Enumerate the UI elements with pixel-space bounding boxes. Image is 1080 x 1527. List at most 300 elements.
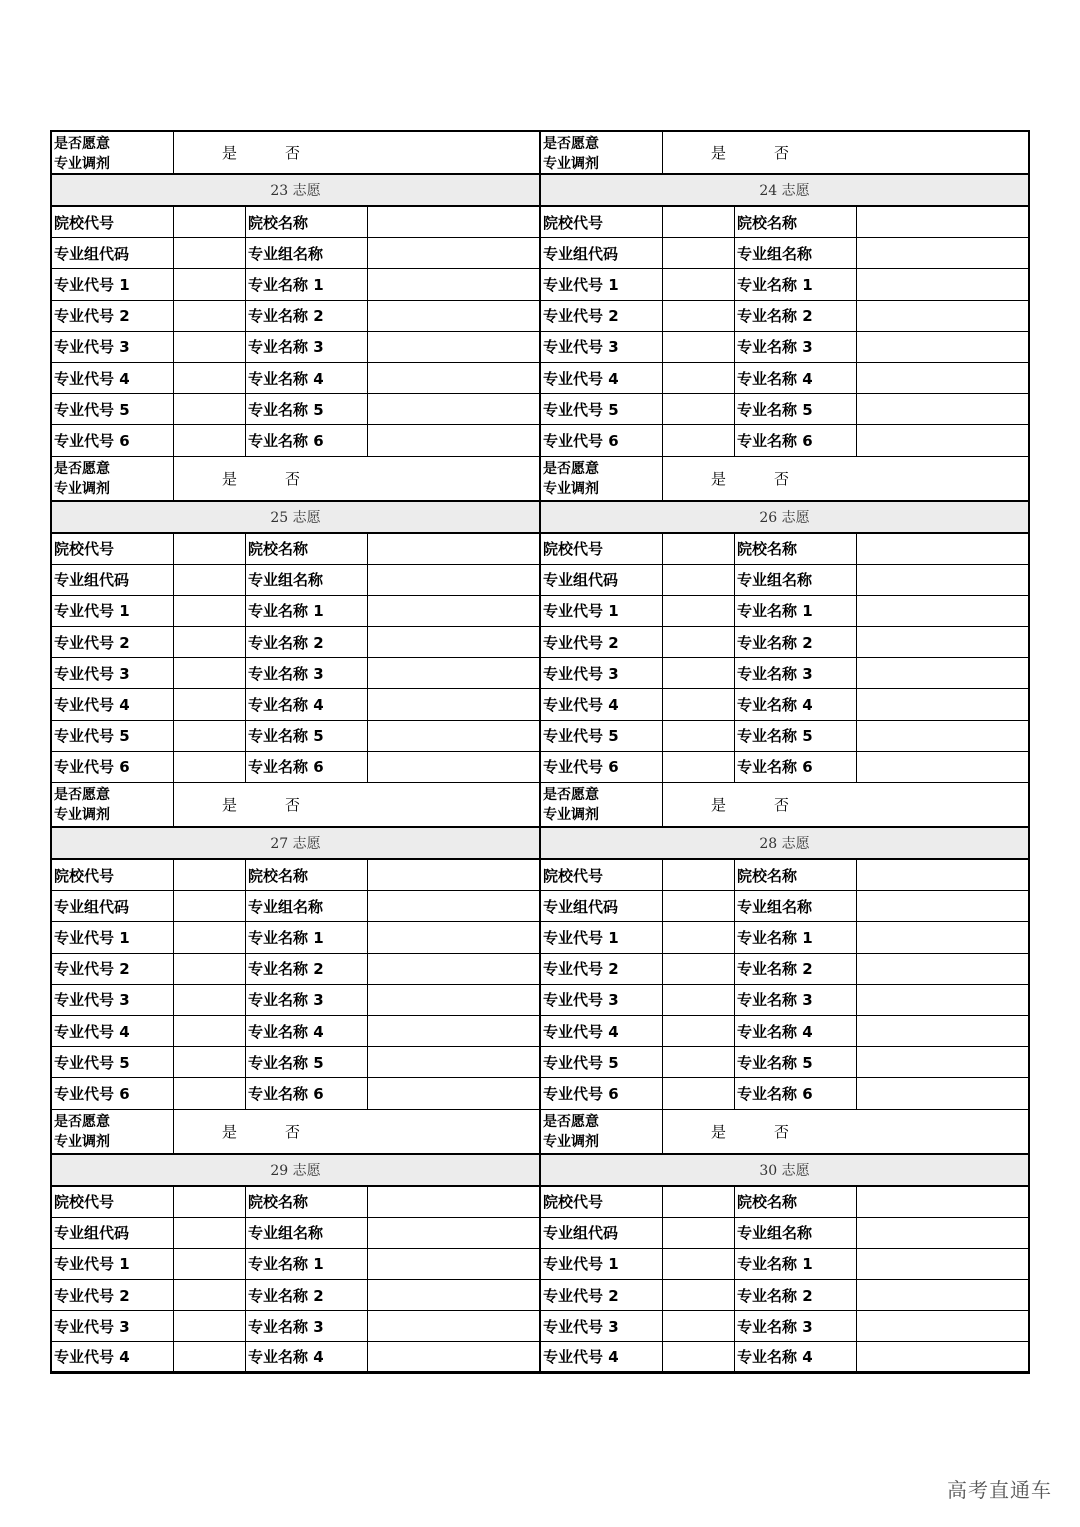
code-label: 专业组代码	[541, 565, 663, 595]
code-input-cell[interactable]	[663, 1218, 735, 1248]
form-row	[541, 534, 1030, 565]
code-input-cell[interactable]	[174, 1187, 246, 1217]
code-input-cell[interactable]	[174, 301, 246, 331]
adjustment-willing-label	[541, 132, 663, 173]
form-row	[541, 985, 1030, 1016]
willing-pair	[50, 130, 1030, 175]
code-input-cell[interactable]	[174, 238, 246, 268]
option-no[interactable]: 否	[774, 469, 790, 488]
name-input-cell[interactable]	[857, 721, 1028, 751]
adjustment-willing-row	[50, 783, 539, 828]
option-no[interactable]: 否	[774, 796, 790, 814]
option-yes[interactable]: 是	[222, 796, 238, 814]
form-row	[50, 1218, 539, 1249]
adjustment-options	[663, 132, 1028, 173]
option-no[interactable]: 否	[774, 144, 790, 162]
willing-label-line1: 是否愿意	[543, 460, 599, 477]
code-input-cell[interactable]	[174, 1016, 246, 1046]
option-no[interactable]: 否	[774, 1122, 790, 1141]
code-input-cell[interactable]	[663, 238, 735, 268]
name-input-cell[interactable]	[368, 891, 539, 921]
volunteer-block-pair	[50, 828, 1030, 1155]
willing-label-line2: 专业调剂	[54, 156, 110, 172]
adjustment-options	[663, 1110, 1028, 1153]
name-label: 专业组名称	[246, 565, 368, 595]
name-label: 专业名称 2	[246, 954, 368, 984]
code-input-cell[interactable]	[663, 1047, 735, 1077]
form-row	[541, 1016, 1030, 1047]
name-input-cell[interactable]	[857, 207, 1028, 237]
code-input-cell[interactable]	[663, 1078, 735, 1108]
volunteer-header: 25 志愿	[50, 502, 539, 534]
name-label: 专业名称 3	[735, 658, 857, 688]
name-input-cell[interactable]	[857, 1280, 1028, 1310]
volunteer-header: 24 志愿	[541, 175, 1030, 207]
name-input-cell[interactable]	[857, 269, 1028, 299]
adjustment-options	[663, 457, 1028, 500]
name-input-cell[interactable]	[368, 425, 539, 455]
form-row	[50, 238, 539, 269]
code-label: 专业代号 5	[541, 394, 663, 424]
willing-label-line2: 专业调剂	[54, 480, 110, 497]
code-input-cell[interactable]	[663, 689, 735, 719]
name-input-cell[interactable]	[857, 332, 1028, 362]
option-no[interactable]: 否	[285, 469, 301, 488]
name-input-cell[interactable]	[857, 1078, 1028, 1108]
form-row	[50, 985, 539, 1016]
code-input-cell[interactable]	[663, 985, 735, 1015]
willing-label-line2: 专业调剂	[543, 807, 599, 823]
name-label: 专业名称 3	[246, 332, 368, 362]
form-row	[541, 363, 1030, 394]
code-input-cell[interactable]	[174, 596, 246, 626]
name-label: 专业名称 6	[735, 425, 857, 455]
code-label: 专业组代码	[52, 891, 174, 921]
name-input-cell[interactable]	[368, 627, 539, 657]
code-input-cell[interactable]	[174, 985, 246, 1015]
form-row	[541, 269, 1030, 300]
willing-label-line1: 是否愿意	[543, 1113, 599, 1130]
form-row	[50, 860, 539, 891]
form-row	[50, 1047, 539, 1078]
willing-label-line1: 是否愿意	[54, 787, 110, 803]
code-input-cell[interactable]	[174, 658, 246, 688]
name-input-cell[interactable]	[857, 1218, 1028, 1248]
form-row	[541, 922, 1030, 953]
code-input-cell[interactable]	[663, 534, 735, 564]
name-input-cell[interactable]	[857, 860, 1028, 890]
name-input-cell[interactable]	[368, 658, 539, 688]
code-input-cell[interactable]	[663, 954, 735, 984]
form-row	[50, 596, 539, 627]
form-row	[541, 596, 1030, 627]
name-label: 专业名称 5	[735, 1047, 857, 1077]
form-row	[50, 565, 539, 596]
name-input-cell[interactable]	[368, 1249, 539, 1279]
volunteer-block-left	[50, 175, 541, 502]
name-label: 专业名称 1	[246, 596, 368, 626]
code-input-cell[interactable]	[174, 565, 246, 595]
adjustment-options	[174, 132, 539, 173]
name-label: 专业名称 4	[246, 363, 368, 393]
volunteer-block-pair	[50, 175, 1030, 502]
name-label: 专业名称 4	[246, 689, 368, 719]
name-input-cell[interactable]	[857, 1187, 1028, 1217]
name-label: 专业名称 6	[246, 752, 368, 782]
code-label: 专业代号 6	[541, 752, 663, 782]
name-label: 院校名称	[735, 534, 857, 564]
form-row	[50, 891, 539, 922]
code-input-cell[interactable]	[663, 1249, 735, 1279]
form-row	[50, 1249, 539, 1280]
name-label: 专业名称 2	[735, 1280, 857, 1310]
code-label: 专业代号 6	[52, 752, 174, 782]
code-input-cell[interactable]	[174, 425, 246, 455]
name-input-cell[interactable]	[857, 1016, 1028, 1046]
name-label: 专业名称 4	[246, 1342, 368, 1370]
code-input-cell[interactable]	[174, 689, 246, 719]
name-label: 专业组名称	[246, 1218, 368, 1248]
watermark: 高考直通车	[947, 1478, 1052, 1502]
name-label: 专业名称 1	[246, 1249, 368, 1279]
name-label: 专业名称 1	[735, 269, 857, 299]
name-input-cell[interactable]	[368, 1218, 539, 1248]
form-row	[50, 1342, 539, 1373]
adjustment-options	[663, 783, 1028, 826]
option-yes[interactable]: 是	[711, 144, 727, 162]
code-input-cell[interactable]	[663, 922, 735, 952]
willing-label-line1: 是否愿意	[54, 460, 110, 477]
code-label: 院校代号	[52, 860, 174, 890]
form-row	[541, 752, 1030, 783]
volunteer-header: 26 志愿	[541, 502, 1030, 534]
code-input-cell[interactable]	[663, 596, 735, 626]
option-yes[interactable]: 是	[711, 469, 727, 488]
code-input-cell[interactable]	[174, 954, 246, 984]
name-input-cell[interactable]	[368, 752, 539, 782]
code-input-cell[interactable]	[663, 425, 735, 455]
name-label: 专业名称 2	[735, 627, 857, 657]
code-label: 专业代号 2	[541, 954, 663, 984]
name-input-cell[interactable]	[368, 269, 539, 299]
name-input-cell[interactable]	[368, 1078, 539, 1108]
code-input-cell[interactable]	[663, 1311, 735, 1341]
code-input-cell[interactable]	[174, 860, 246, 890]
code-input-cell[interactable]	[174, 1280, 246, 1310]
form-row	[541, 207, 1030, 238]
name-input-cell[interactable]	[857, 301, 1028, 331]
form-row	[50, 922, 539, 953]
name-input-cell[interactable]	[857, 565, 1028, 595]
name-input-cell[interactable]	[368, 394, 539, 424]
option-yes[interactable]: 是	[222, 1122, 238, 1141]
name-input-cell[interactable]	[368, 1016, 539, 1046]
form-row	[50, 1016, 539, 1047]
volunteer-block-pair	[50, 1155, 1030, 1374]
name-input-cell[interactable]	[857, 689, 1028, 719]
code-input-cell[interactable]	[174, 1342, 246, 1370]
willing-label-line2: 专业调剂	[54, 807, 110, 823]
adjustment-willing-label	[52, 457, 174, 500]
name-input-cell[interactable]	[368, 985, 539, 1015]
code-input-cell[interactable]	[174, 1047, 246, 1077]
name-input-cell[interactable]	[857, 534, 1028, 564]
volunteer-form-sheet	[50, 130, 1030, 1374]
form-row	[541, 238, 1030, 269]
form-row	[50, 1280, 539, 1311]
code-input-cell[interactable]	[663, 658, 735, 688]
option-yes[interactable]: 是	[222, 144, 238, 162]
name-input-cell[interactable]	[368, 954, 539, 984]
form-row	[541, 301, 1030, 332]
form-row	[50, 363, 539, 394]
code-input-cell[interactable]	[663, 301, 735, 331]
name-label: 专业名称 4	[735, 1342, 857, 1370]
code-input-cell[interactable]	[174, 394, 246, 424]
adjustment-willing-label	[541, 1110, 663, 1153]
form-row	[50, 301, 539, 332]
volunteer-block-left	[50, 502, 541, 829]
code-input-cell[interactable]	[663, 860, 735, 890]
name-label: 专业名称 5	[246, 1047, 368, 1077]
name-input-cell[interactable]	[368, 922, 539, 952]
name-label: 专业名称 3	[735, 332, 857, 362]
name-label: 专业名称 3	[735, 985, 857, 1015]
name-input-cell[interactable]	[368, 332, 539, 362]
name-input-cell[interactable]	[368, 721, 539, 751]
code-input-cell[interactable]	[174, 1311, 246, 1341]
form-row	[50, 425, 539, 456]
volunteer-block-right	[541, 502, 1030, 829]
form-row	[541, 658, 1030, 689]
name-input-cell[interactable]	[857, 1342, 1028, 1370]
code-label: 院校代号	[52, 534, 174, 564]
code-input-cell[interactable]	[174, 363, 246, 393]
code-input-cell[interactable]	[663, 363, 735, 393]
option-no[interactable]: 否	[285, 1122, 301, 1141]
code-label: 专业代号 5	[52, 721, 174, 751]
name-label: 专业名称 1	[246, 922, 368, 952]
name-label: 专业组名称	[735, 891, 857, 921]
code-input-cell[interactable]	[174, 891, 246, 921]
name-input-cell[interactable]	[368, 596, 539, 626]
code-label: 专业代号 1	[52, 269, 174, 299]
name-input-cell[interactable]	[368, 860, 539, 890]
form-row	[541, 394, 1030, 425]
code-label: 专业代号 2	[541, 627, 663, 657]
name-label: 院校名称	[246, 1187, 368, 1217]
adjustment-willing-row	[50, 130, 539, 175]
code-input-cell[interactable]	[663, 721, 735, 751]
option-yes[interactable]: 是	[222, 469, 238, 488]
code-input-cell[interactable]	[174, 922, 246, 952]
code-input-cell[interactable]	[663, 1342, 735, 1370]
name-label: 专业名称 2	[735, 301, 857, 331]
code-label: 专业代号 5	[541, 721, 663, 751]
name-label: 专业名称 6	[246, 1078, 368, 1108]
name-label: 院校名称	[735, 1187, 857, 1217]
name-label: 院校名称	[246, 860, 368, 890]
form-row	[50, 721, 539, 752]
code-label: 专业代号 2	[541, 301, 663, 331]
code-input-cell[interactable]	[663, 1280, 735, 1310]
code-input-cell[interactable]	[174, 752, 246, 782]
name-input-cell[interactable]	[857, 752, 1028, 782]
code-label: 专业代号 3	[52, 332, 174, 362]
code-input-cell[interactable]	[174, 721, 246, 751]
code-label: 专业代号 1	[541, 922, 663, 952]
adjustment-options	[174, 783, 539, 826]
name-input-cell[interactable]	[857, 954, 1028, 984]
code-label: 专业代号 6	[52, 1078, 174, 1108]
code-label: 专业代号 2	[52, 627, 174, 657]
name-label: 专业名称 2	[246, 627, 368, 657]
name-label: 专业名称 1	[735, 922, 857, 952]
name-input-cell[interactable]	[368, 1187, 539, 1217]
code-input-cell[interactable]	[174, 627, 246, 657]
code-label: 专业代号 3	[541, 332, 663, 362]
name-input-cell[interactable]	[857, 363, 1028, 393]
name-input-cell[interactable]	[368, 534, 539, 564]
name-label: 专业名称 5	[735, 394, 857, 424]
name-input-cell[interactable]	[368, 238, 539, 268]
form-row	[50, 1187, 539, 1218]
name-label: 专业名称 6	[735, 1078, 857, 1108]
adjustment-willing-row	[541, 457, 1030, 502]
name-label: 专业名称 4	[246, 1016, 368, 1046]
code-input-cell[interactable]	[663, 207, 735, 237]
code-label: 专业代号 4	[541, 1016, 663, 1046]
name-input-cell[interactable]	[857, 658, 1028, 688]
volunteer-block-left	[50, 828, 541, 1155]
code-input-cell[interactable]	[174, 207, 246, 237]
form-row	[50, 207, 539, 238]
adjustment-willing-row	[541, 1110, 1030, 1155]
form-row	[50, 1311, 539, 1342]
form-row	[541, 1280, 1030, 1311]
code-input-cell[interactable]	[174, 332, 246, 362]
code-label: 专业代号 6	[541, 425, 663, 455]
name-input-cell[interactable]	[368, 1311, 539, 1341]
code-input-cell[interactable]	[663, 1187, 735, 1217]
code-label: 专业代号 1	[52, 596, 174, 626]
name-input-cell[interactable]	[857, 627, 1028, 657]
name-input-cell[interactable]	[857, 596, 1028, 626]
name-input-cell[interactable]	[368, 207, 539, 237]
code-input-cell[interactable]	[663, 269, 735, 299]
volunteer-block-left	[50, 1155, 541, 1374]
name-input-cell[interactable]	[368, 1342, 539, 1370]
code-label: 专业代号 2	[52, 1280, 174, 1310]
form-row	[541, 1311, 1030, 1342]
code-input-cell[interactable]	[174, 1218, 246, 1248]
adjustment-willing-label	[541, 457, 663, 500]
name-input-cell[interactable]	[857, 1311, 1028, 1341]
name-label: 院校名称	[735, 860, 857, 890]
code-input-cell[interactable]	[174, 1078, 246, 1108]
code-label: 专业代号 4	[541, 689, 663, 719]
name-input-cell[interactable]	[368, 689, 539, 719]
code-input-cell[interactable]	[663, 627, 735, 657]
form-row	[50, 332, 539, 363]
name-label: 专业名称 3	[735, 1311, 857, 1341]
name-input-cell[interactable]	[857, 1047, 1028, 1077]
code-label: 院校代号	[52, 1187, 174, 1217]
code-label: 专业组代码	[541, 1218, 663, 1248]
form-row	[541, 954, 1030, 985]
code-label: 专业代号 4	[541, 1342, 663, 1370]
name-input-cell[interactable]	[857, 891, 1028, 921]
name-input-cell[interactable]	[368, 301, 539, 331]
name-input-cell[interactable]	[368, 363, 539, 393]
name-input-cell[interactable]	[368, 1047, 539, 1077]
name-input-cell[interactable]	[368, 565, 539, 595]
code-input-cell[interactable]	[663, 565, 735, 595]
code-label: 专业代号 1	[541, 269, 663, 299]
willing-half-left	[50, 130, 541, 175]
code-input-cell[interactable]	[663, 752, 735, 782]
adjustment-willing-row	[50, 1110, 539, 1155]
code-input-cell[interactable]	[663, 332, 735, 362]
name-label: 院校名称	[735, 207, 857, 237]
code-input-cell[interactable]	[663, 1016, 735, 1046]
name-input-cell[interactable]	[368, 1280, 539, 1310]
name-label: 专业名称 2	[735, 954, 857, 984]
code-input-cell[interactable]	[663, 394, 735, 424]
form-row	[541, 565, 1030, 596]
form-row	[50, 689, 539, 720]
code-label: 专业代号 1	[52, 922, 174, 952]
name-label: 专业名称 4	[735, 689, 857, 719]
option-yes[interactable]: 是	[711, 796, 727, 814]
name-input-cell[interactable]	[857, 985, 1028, 1015]
code-label: 专业代号 5	[541, 1047, 663, 1077]
adjustment-willing-row	[50, 457, 539, 502]
adjustment-willing-row	[541, 130, 1030, 175]
name-input-cell[interactable]	[857, 394, 1028, 424]
name-label: 专业名称 2	[246, 301, 368, 331]
form-row	[541, 1249, 1030, 1280]
adjustment-willing-label	[52, 132, 174, 173]
name-label: 专业名称 4	[735, 363, 857, 393]
code-input-cell[interactable]	[174, 269, 246, 299]
volunteer-block-right	[541, 828, 1030, 1155]
option-no[interactable]: 否	[285, 144, 301, 162]
option-yes[interactable]: 是	[711, 1122, 727, 1141]
name-label: 专业组名称	[735, 238, 857, 268]
code-label: 专业代号 2	[541, 1280, 663, 1310]
code-label: 专业代号 6	[52, 425, 174, 455]
form-row	[50, 534, 539, 565]
code-label: 院校代号	[541, 534, 663, 564]
name-input-cell[interactable]	[857, 425, 1028, 455]
name-input-cell[interactable]	[857, 1249, 1028, 1279]
willing-label-line1: 是否愿意	[54, 1113, 110, 1130]
option-no[interactable]: 否	[285, 796, 301, 814]
volunteer-block-pair	[50, 502, 1030, 829]
adjustment-willing-row	[541, 783, 1030, 828]
name-input-cell[interactable]	[857, 922, 1028, 952]
code-input-cell[interactable]	[174, 534, 246, 564]
form-row	[50, 752, 539, 783]
code-input-cell[interactable]	[663, 891, 735, 921]
name-label: 专业名称 5	[246, 394, 368, 424]
code-input-cell[interactable]	[174, 1249, 246, 1279]
name-label: 专业名称 5	[735, 721, 857, 751]
name-label: 院校名称	[246, 534, 368, 564]
code-label: 专业代号 1	[541, 1249, 663, 1279]
name-input-cell[interactable]	[857, 238, 1028, 268]
